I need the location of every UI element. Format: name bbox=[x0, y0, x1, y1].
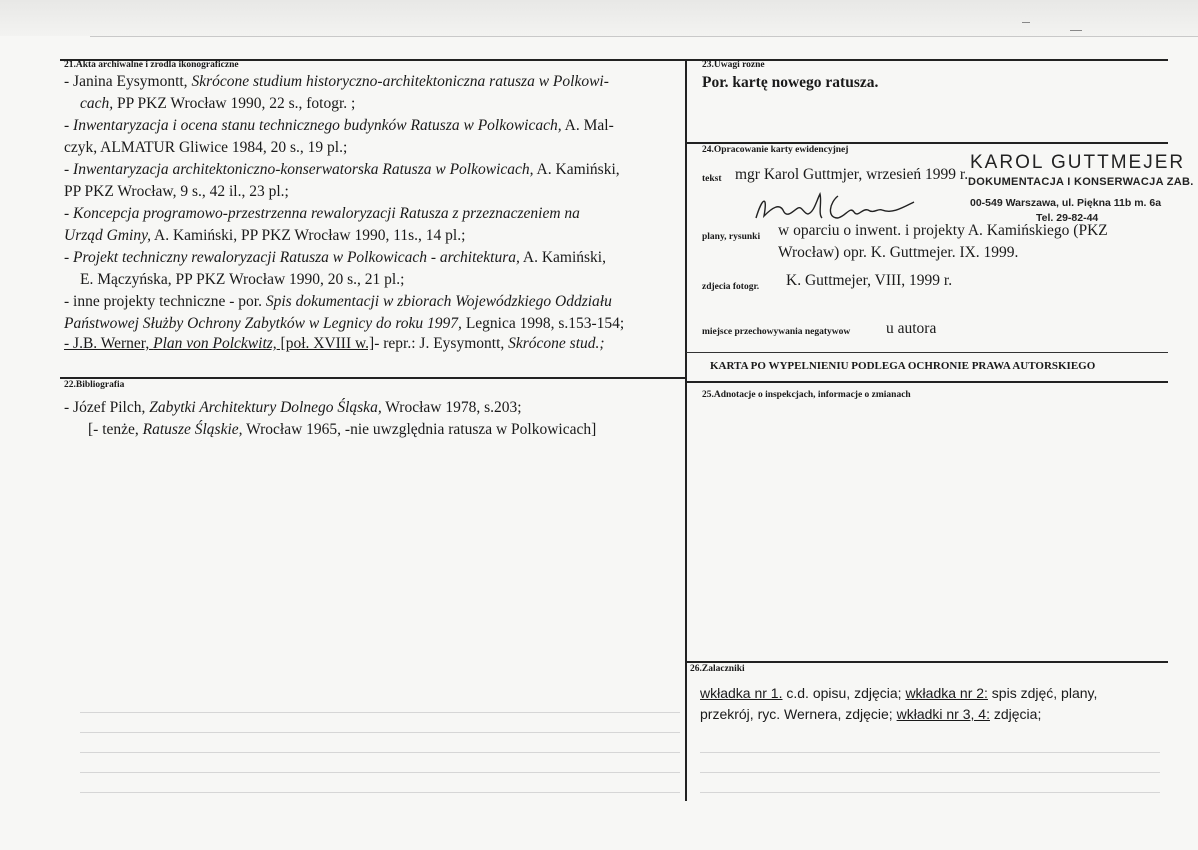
scan-noise bbox=[80, 752, 680, 753]
archival-entry-line: - inne projekty techniczne - por. Spis dokumentacji w zbiorach Wojewódzkiego Oddziału bbox=[64, 293, 612, 310]
archival-entry-line: PP PKZ Wrocław, 9 s., 42 il., 23 pl.; bbox=[64, 183, 289, 200]
plany-value: w oparciu o inwent. i projekty A. Kamińskiego (PKZ bbox=[778, 222, 1108, 239]
scan-edge-line bbox=[90, 36, 1198, 37]
archival-entry-line: - Janina Eysymontt, Skrócone studium historyczno-architektoniczna ratusza w Polkowi- bbox=[64, 73, 609, 90]
scan-top-margin bbox=[0, 0, 1198, 36]
plany-value: Wrocław) opr. K. Guttmejer. IX. 1999. bbox=[778, 244, 1019, 261]
section-25-header: 25.Adnotacje o inspekcjach, informacje o zmianach bbox=[702, 390, 911, 400]
scan-noise bbox=[80, 712, 680, 713]
scan-noise bbox=[80, 792, 680, 793]
archival-entry-line: - Projekt techniczny rewaloryzacji Ratusza w Polkowicach - architektura, A. Kamiński, bbox=[64, 249, 606, 266]
section-23-header: 23.Uwagi rozne bbox=[702, 60, 765, 70]
archival-entry-line: cach, PP PKZ Wrocław 1990, 22 s., fotogr. ; bbox=[80, 95, 356, 112]
scan-noise bbox=[700, 792, 1160, 793]
archival-entry-line: - Koncepcja programowo-przestrzenna rewaloryzacji Ratusza z przeznaczeniem na bbox=[64, 205, 580, 222]
section-24-bottom-border bbox=[686, 381, 1168, 383]
archival-entry-line: - Inwentaryzacja architektoniczno-konserwatorska Ratusza w Polkowicach, A. Kamiński, bbox=[64, 161, 620, 178]
section-24-header: 24.Opracowanie karty ewidencyjnej bbox=[702, 145, 849, 155]
tekst-value: mgr Karol Guttmjer, wrzesień 1999 r. bbox=[735, 166, 969, 183]
section-21-bottom-border bbox=[60, 377, 686, 379]
stamp-line: DOKUMENTACJA I KONSERWACJA ZAB. bbox=[968, 176, 1194, 188]
tekst-label: tekst bbox=[702, 174, 722, 184]
scan-noise bbox=[700, 772, 1160, 773]
section-21-header: 21.Akta archiwalne i zrodla ikonograficzne bbox=[64, 60, 239, 70]
scan-noise bbox=[80, 772, 680, 773]
section-23-bottom-border bbox=[686, 142, 1168, 144]
zdjecia-value: K. Guttmejer, VIII, 1999 r. bbox=[786, 272, 953, 289]
miejsce-label: miejsce przechowywania negatywow bbox=[702, 327, 851, 337]
remarks-text: Por. kartę nowego ratusza. bbox=[702, 74, 879, 91]
stamp-address: 00-549 Warszawa, ul. Piękna 11b m. 6a bbox=[970, 197, 1162, 209]
archival-entry-line: czyk, ALMATUR Gliwice 1984, 20 s., 19 pl.; bbox=[64, 139, 348, 156]
bibliography-entry: - Józef Pilch, Zabytki Architektury Dolnego Śląska, Wrocław 1978, s.203; bbox=[64, 399, 522, 416]
copyright-top-rule bbox=[686, 352, 1168, 353]
section-26-header: 26.Zalaczniki bbox=[690, 664, 745, 674]
archival-entry-line: Państwowej Służby Ochrony Zabytków w Legnicy do roku 1997, Legnica 1998, s.153-154; bbox=[64, 315, 625, 332]
attachments-line: przekrój, ryc. Wernera, zdjęcie; wkładki nr 3, 4: zdjęcia; bbox=[700, 706, 1042, 722]
bibliography-entry: [- tenże, Ratusze Śląskie, Wrocław 1965, -nie uwzględnia ratusza w Polkowicach] bbox=[88, 421, 597, 438]
archival-entry-line: E. Mączyńska, PP PKZ Wrocław 1990, 20 s., 21 pl.; bbox=[80, 271, 405, 288]
plany-label: plany, rysunki bbox=[702, 232, 761, 242]
miejsce-value: u autora bbox=[886, 320, 937, 337]
scan-mark bbox=[1022, 22, 1030, 23]
section-25-bottom-border bbox=[686, 661, 1168, 663]
attachments-line: wkładka nr 1. c.d. opisu, zdjęcia; wkładka nr 2: spis zdjęć, plany, bbox=[700, 685, 1098, 701]
zdjecia-label: zdjecia fotogr. bbox=[702, 282, 760, 292]
scan-mark bbox=[1070, 30, 1082, 31]
scan-noise bbox=[700, 752, 1160, 753]
archival-entry-line: Urząd Gminy, A. Kamiński, PP PKZ Wrocław 1990, 11s., 14 pl.; bbox=[64, 227, 466, 244]
section-22-header: 22.Bibliografia bbox=[64, 380, 125, 390]
scan-noise bbox=[80, 732, 680, 733]
stamp-name: KAROL GUTTMEJER bbox=[970, 152, 1186, 173]
stamp-phone: Tel. 29-82-44 bbox=[1036, 212, 1099, 224]
copyright-notice: KARTA PO WYPELNIENIU PODLEGA OCHRONIE PRAWA AUTORSKIEGO bbox=[710, 360, 1096, 372]
archival-entry-line: - Inwentaryzacja i ocena stanu technicznego budynków Ratusza w Polkowicach, A. Mal- bbox=[64, 117, 614, 134]
center-divider bbox=[685, 59, 687, 801]
archival-entry-line: - J.B. Werner, Plan von Polckwitz, [poł. XVIII w.]- repr.: J. Eysymontt, Skrócone stud.; bbox=[64, 335, 605, 352]
